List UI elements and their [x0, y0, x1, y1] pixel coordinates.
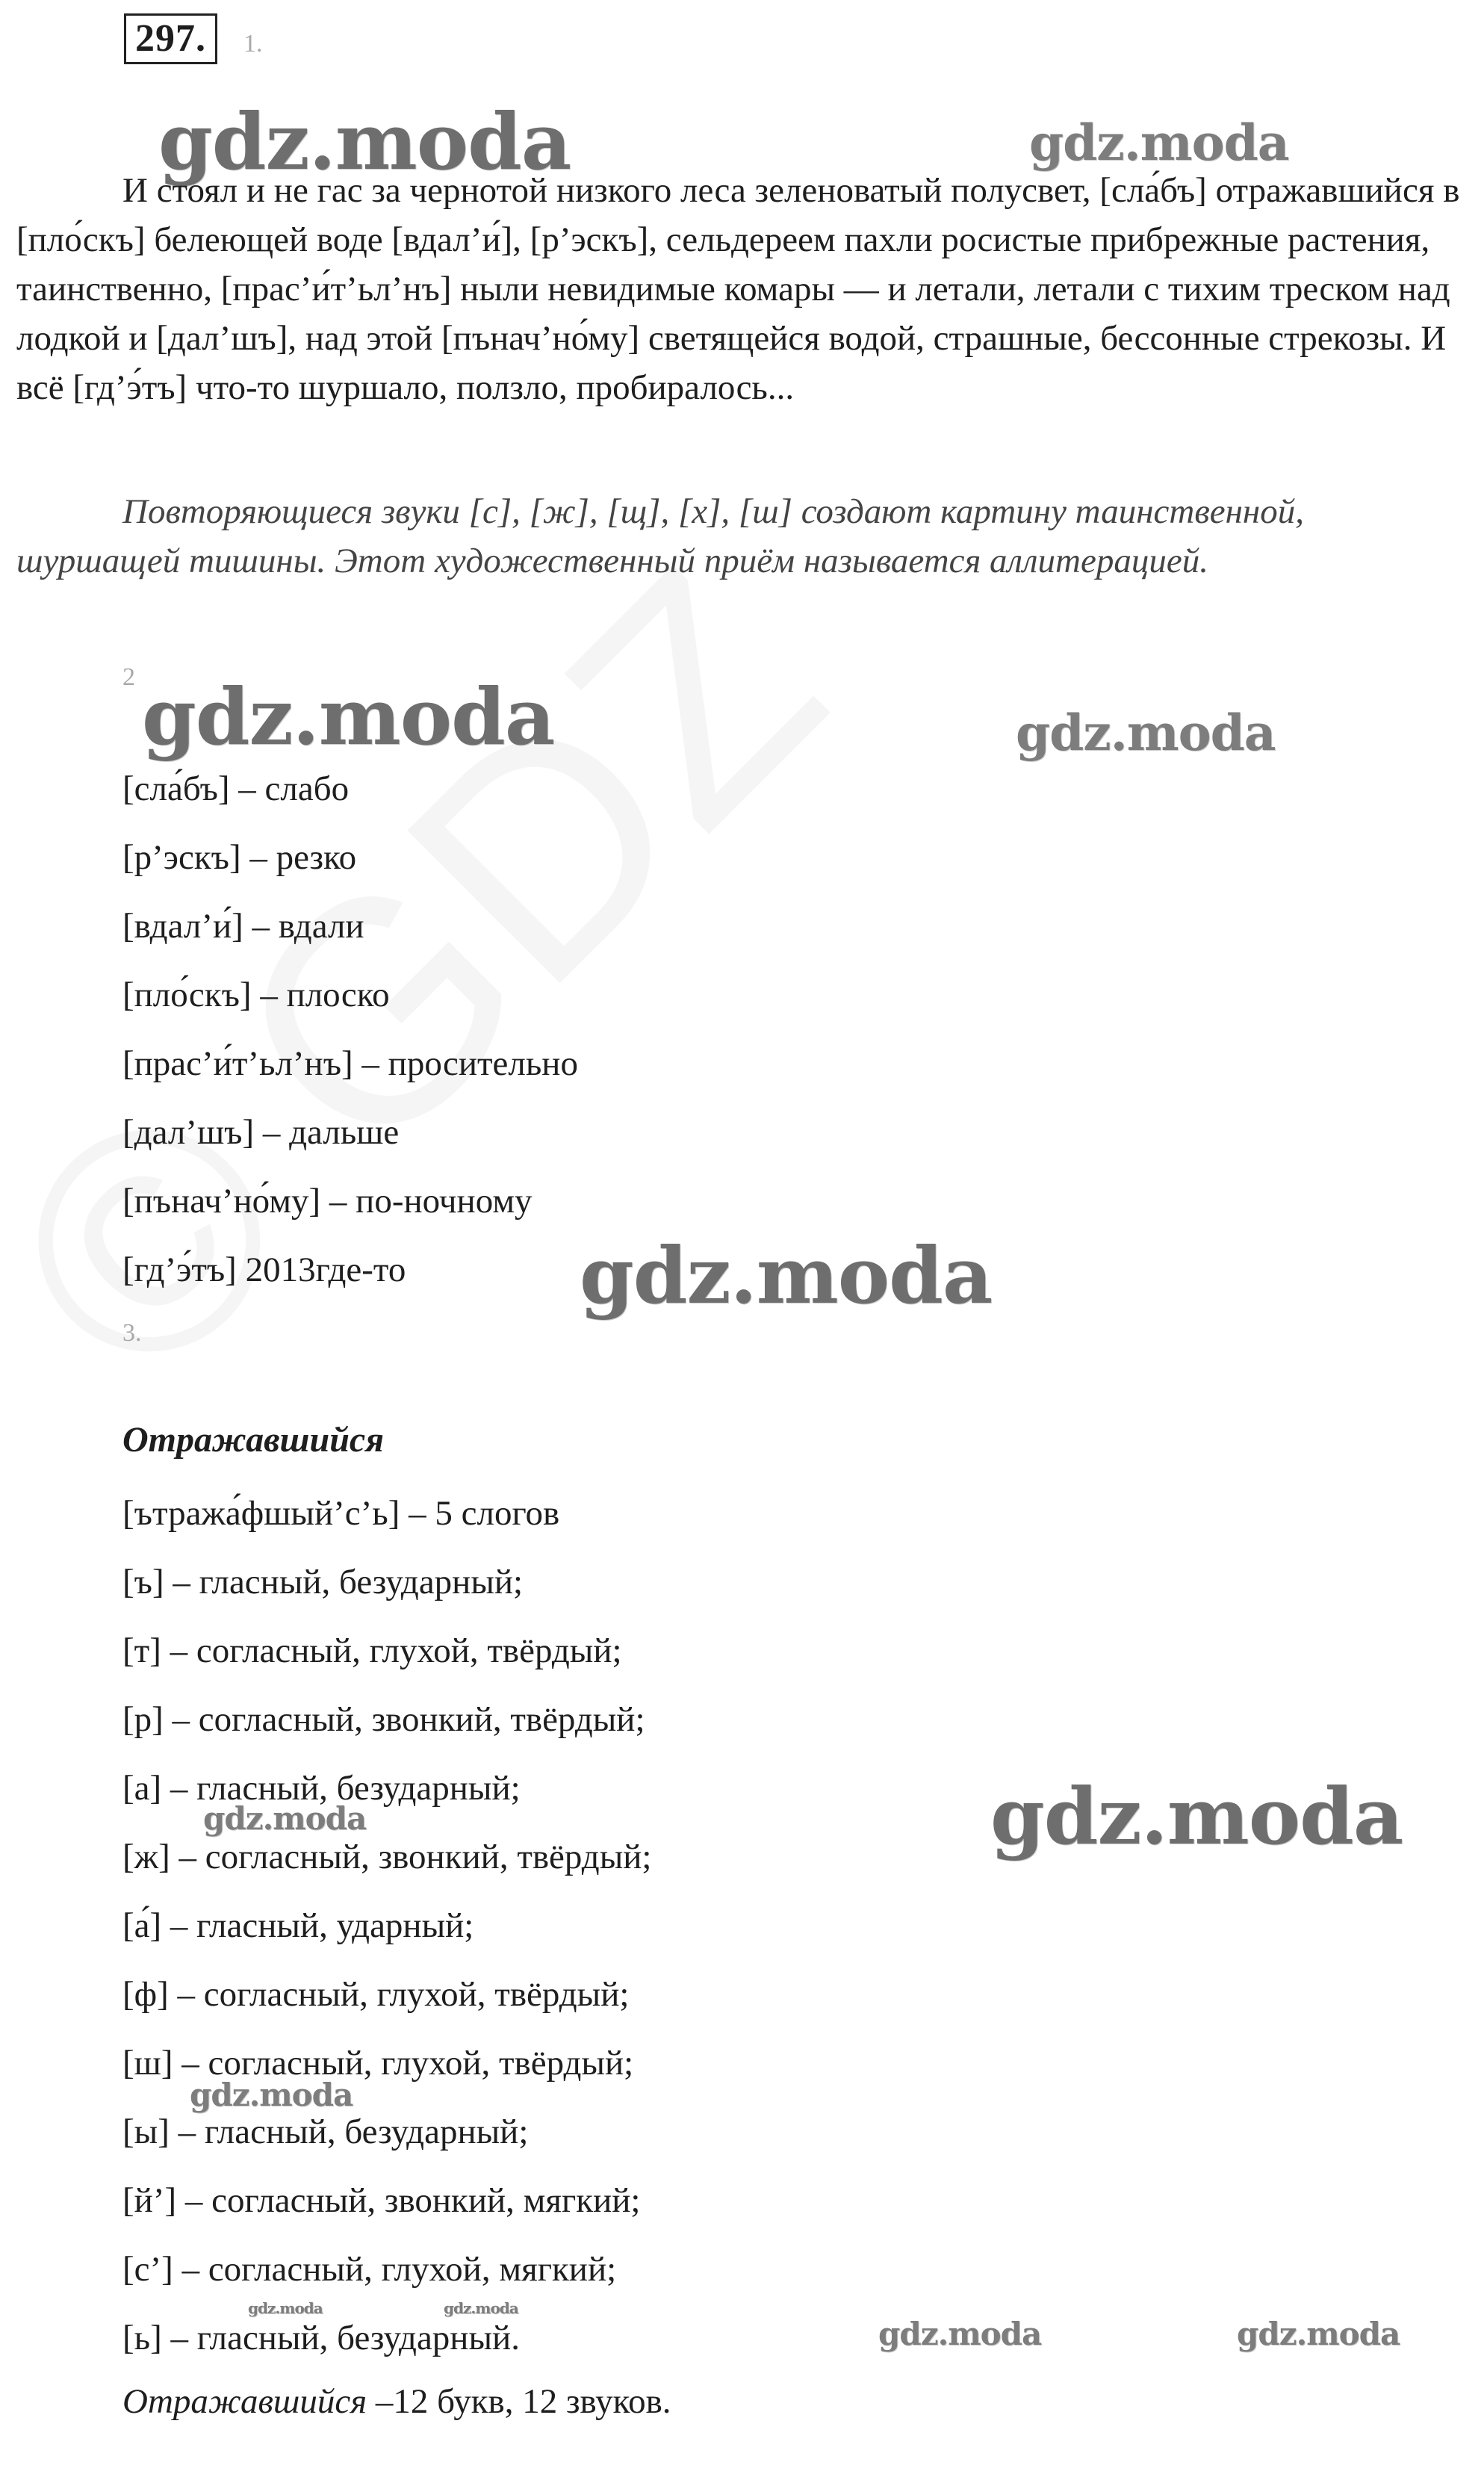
list-item: [гд’э́тъ] 2013где-то [122, 1250, 406, 1289]
list-item: [дал’шъ] – дальше [122, 1113, 400, 1152]
main-paragraph: И стоял и не гас за чернотой низкого леса зеленоватый полусвет, [сла́бъ] отражавшийся в [пло́скъ] белеющей воде [вдал’и́], [р’эскъ], сельдереем пахли росистые прибрежные растения, таинственно, [прас’и́т’ьл’нъ] ныли невидимые комары — и летали, летали с тихим треском над лодкой и [дал’шъ], над этой [пънач’но́му] светящейся водой, страшные, бессонные стрекозы. И всё [гд’э́тъ] что-то шуршало, ползло, пробиралось... [16, 171, 1460, 407]
note-paragraph: Повторяющиеся звуки [с], [ж], [щ], [х], [ш] создают картину таинственной, шуршащей тишины. Этот художественный приём называется аллитерацией. [16, 492, 1304, 580]
list-item: [р] – согласный, звонкий, твёрдый; [122, 1700, 645, 1739]
list-item: [т] – согласный, глухой, твёрдый; [122, 1631, 622, 1670]
list-item: [ш] – согласный, глухой, твёрдый; [122, 2044, 634, 2083]
list-item: [прас’и́т’ьл’нъ] – просительно [122, 1044, 578, 1083]
watermark: gdz.moda [248, 2299, 323, 2317]
watermark: gdz.moda [158, 96, 571, 187]
summary-counts: –12 букв, 12 звуков. [367, 2382, 671, 2421]
summary-word: Отражавшийся [122, 2382, 367, 2421]
watermark: gdz.moda [1237, 2316, 1400, 2352]
watermark: gdz.moda [203, 1800, 367, 1837]
list-item: [й’] – согласный, звонкий, мягкий; [122, 2181, 641, 2220]
list-item: [с’] – согласный, глухой, мягкий; [122, 2250, 617, 2289]
watermark: gdz.moda [878, 2316, 1042, 2352]
watermark: gdz.moda [190, 2077, 353, 2113]
list-item: [а́] – гласный, ударный; [122, 1906, 474, 1945]
phonetic-analysis-list [122, 1479, 1168, 2372]
summary-line [122, 2375, 671, 2428]
list-item: [пло́скъ] – плоско [122, 976, 390, 1014]
watermark: gdz.moda [142, 671, 555, 763]
part-number-3: 3. [122, 1319, 142, 1347]
list-item: [вдал’и́] – вдали [122, 907, 364, 946]
list-item: [ы] – гласный, безударный; [122, 2112, 529, 2151]
list-item: [сла́бъ] – слабо [122, 769, 350, 808]
list-item: [ътража́фшый’с’ь] – 5 слогов [122, 1494, 560, 1533]
watermark: gdz.moda [1029, 114, 1289, 172]
watermark: gdz.moda [990, 1770, 1403, 1862]
transcription-list [122, 754, 1168, 1304]
watermark: gdz.moda [580, 1230, 993, 1321]
list-item: [ж] – согласный, звонкий, твёрдый; [122, 1838, 652, 1876]
part-number-1: 1. [243, 30, 263, 58]
analysis-word-title: Отражавшийся [122, 1420, 384, 1460]
part-number-2: 2 [122, 663, 135, 691]
list-item: [а] – гласный, безударный; [122, 1769, 521, 1808]
list-item: [ф] – согласный, глухой, твёрдый; [122, 1975, 630, 2014]
list-item: [пънач’но́му] – по-ночному [122, 1182, 533, 1221]
list-item: [ь] – гласный, безударный. [122, 2319, 520, 2357]
watermark: gdz.moda [1016, 704, 1276, 762]
list-item: [р’эскъ] – резко [122, 838, 357, 877]
task-number: 297. [124, 13, 217, 64]
watermark: gdz.moda [444, 2299, 518, 2317]
list-item: [ъ] – гласный, безударный; [122, 1563, 524, 1602]
